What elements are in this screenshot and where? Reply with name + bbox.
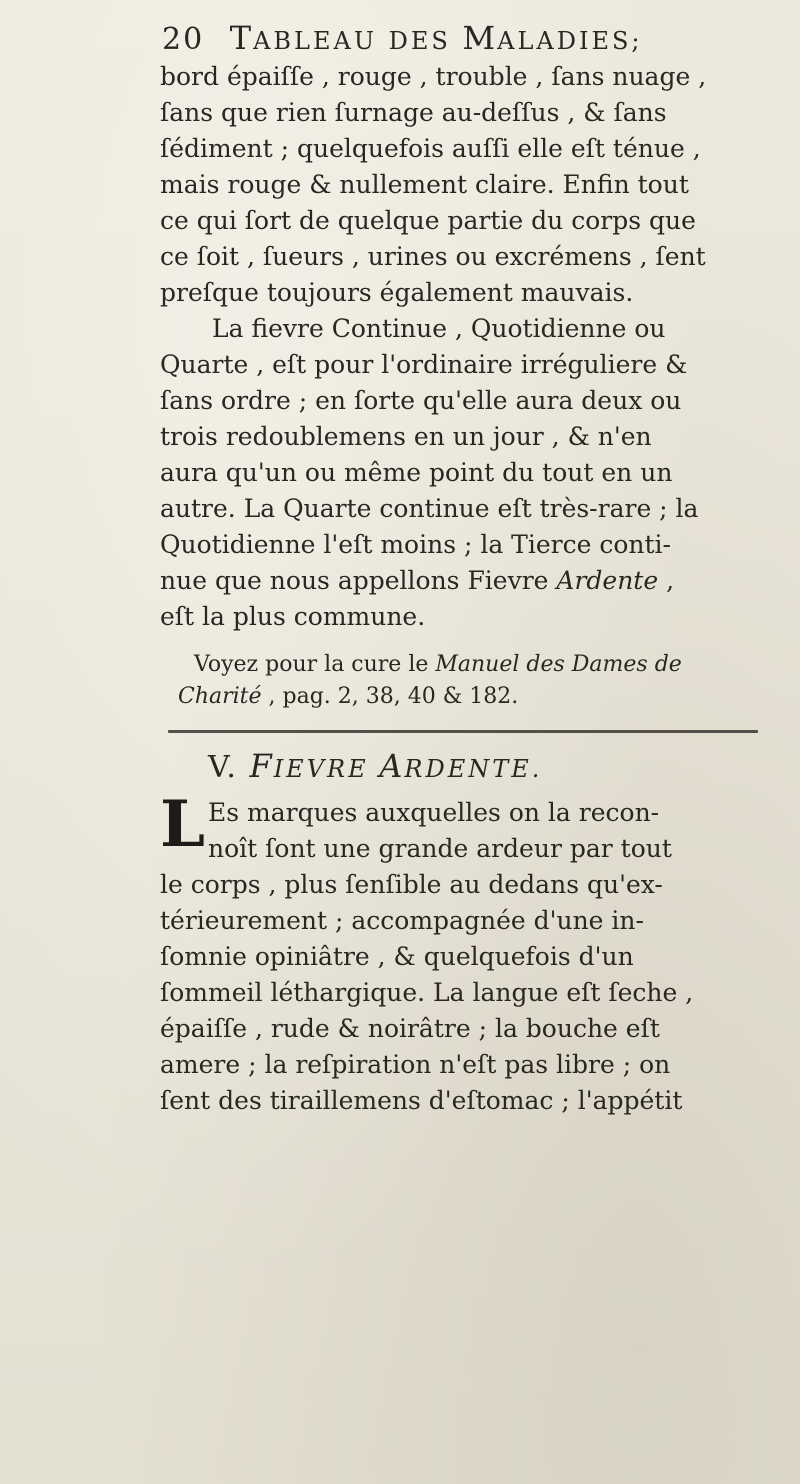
section-word1-initial: F (249, 747, 274, 785)
running-head (162, 19, 643, 57)
section-word2-initial: A (379, 747, 405, 785)
horizontal-rule (168, 730, 758, 733)
text-line: ſans ordre ; en ſorte qu'elle aura deux ou (160, 386, 682, 415)
text-line: ſédiment ; quelquefois auſſi elle eſt ténue , (160, 134, 701, 163)
text-line: le corps , plus ſenſible au dedans qu'ex- (160, 870, 663, 899)
italic-term-ardente: Ardente (556, 566, 659, 595)
drop-cap: L (160, 787, 205, 862)
text-line: ſans que rien ſurnage au-deſſus , & ſans (160, 98, 667, 127)
text-line: bord épaiſſe , rouge , trouble , ſans nuage , (160, 62, 707, 91)
footnote-italic-title: Manuel des Dames de (435, 652, 682, 677)
section-heading (208, 747, 543, 785)
text-line: ce ſoit , ſueurs , urines ou excrémens , ſent (160, 242, 706, 271)
text-line: Quotidienne l'eſt moins ; la Tierce conti- (160, 530, 671, 559)
text-line: autre. La Quarte continue eſt très-rare ; la (160, 494, 699, 523)
running-head-title-part2: ALADIES; (497, 27, 643, 55)
text-line: ſomnie opiniâtre , & quelquefois d'un (160, 942, 634, 971)
text-line: noît ſont une grande ardeur par tout (208, 834, 672, 863)
section-word1-rest: IEVRE (273, 755, 380, 783)
footnote-text: , pag. 2, 38, 40 & 182. (261, 684, 519, 709)
text-line: ſent des tiraillemens d'eſtomac ; l'appétit (160, 1086, 683, 1115)
text-line: aura qu'un ou même point du tout en un (160, 458, 673, 487)
text-line: épaiſſe , rude & noirâtre ; la bouche eſt (160, 1014, 660, 1043)
text-line: amere ; la reſpiration n'eſt pas libre ; on (160, 1050, 671, 1079)
section-number: V. (208, 750, 250, 785)
text-line: ce qui ſort de quelque partie du corps que (160, 206, 696, 235)
text-line: Es marques auxquelles on la recon- (208, 798, 660, 827)
text-line (160, 568, 674, 593)
running-head-title-initial-t: T (229, 19, 254, 57)
running-head-title-initial-m: M (462, 19, 498, 57)
text-line: trois redoublemens en un jour , & n'en (160, 422, 652, 451)
section-word2-rest: RDENTE. (404, 755, 543, 783)
text-line: mais rouge & nullement claire. Enfin tout (160, 170, 689, 199)
text-span: , (658, 566, 675, 595)
text-line: ſommeil léthargique. La langue eſt ſeche , (160, 978, 694, 1007)
footnote-line (178, 686, 518, 708)
text-line: eſt la plus commune. (160, 602, 426, 631)
text-line: térieurement ; accompagnée d'une in- (160, 906, 644, 935)
running-head-title-des: DES (388, 27, 451, 55)
text-line: preſque toujours également mauvais. (160, 278, 634, 307)
footnote-text: Voyez pour la cure le (194, 652, 436, 677)
text-span: nue que nous appellons Fievre (160, 566, 557, 595)
footnote-line (194, 654, 682, 676)
text-line: Quarte , eſt pour l'ordinaire irréguliere & (160, 350, 688, 379)
page-number: 20 (162, 22, 205, 57)
footnote-italic-charite: Charité (178, 684, 262, 709)
running-head-title-part1: ABLEAU (253, 27, 378, 55)
text-line: La fievre Continue , Quotidienne ou (212, 314, 666, 343)
